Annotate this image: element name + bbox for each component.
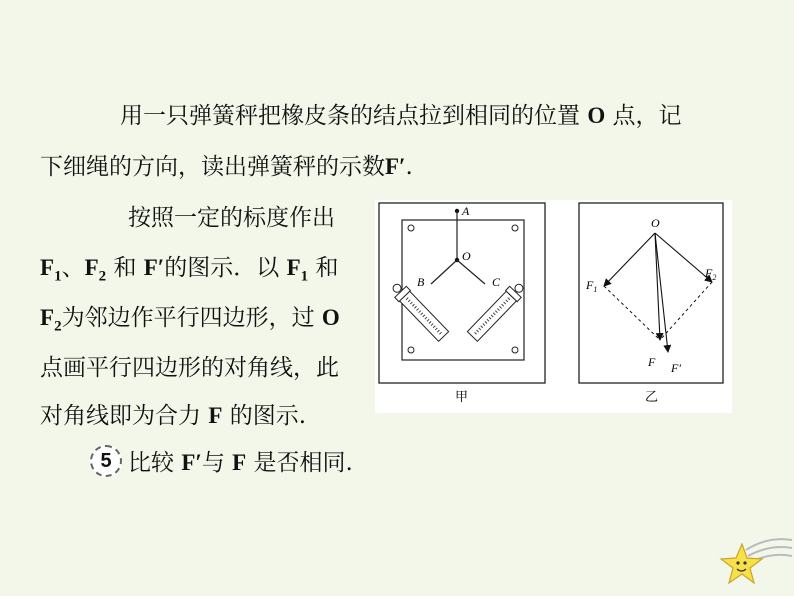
step5-text [128,448,353,478]
force-f: F [208,403,223,428]
label-f2: $F_2$ [705,266,717,282]
spring-scale-b [389,280,450,342]
label-o: O [462,249,471,263]
label-f1: $F_1$ [586,278,598,294]
force-f1: F [40,255,55,280]
label-o: O [651,216,660,230]
sub: 2 [54,318,62,335]
force-f: F [232,450,247,475]
string-b [431,260,457,284]
force-f2: F [40,305,55,330]
force-f1: F [286,255,301,280]
pin-br [512,347,518,353]
text: 的图示．以 [164,255,280,281]
caption-yi: 乙 [645,389,659,404]
pin-bl [408,347,414,353]
text: 和 [113,255,137,281]
para2-line4: 点画平行四边形的对角线，此 [40,355,339,381]
label-f: F [648,355,656,369]
force-fprime: F′ [181,450,202,475]
text: 是否相同. [253,450,353,476]
vector-f [655,233,660,340]
star-icon [716,530,794,596]
step-number-badge: 5 [90,445,122,477]
text: 点，记 [612,103,682,129]
para2-line3 [40,303,340,342]
text: 与 [201,450,225,476]
text: 、 [61,255,85,281]
force-fprime: F′ [143,255,165,280]
sub: 1 [300,268,309,285]
vector-f2 [655,233,712,282]
point-o: O [587,103,606,128]
dashed-side-1 [604,286,660,340]
string-c [457,260,485,284]
text: 比较 [128,450,174,476]
para1-line2 [40,152,413,182]
text: 下细绳的方向，读出弹簧秤的示数 [40,154,385,180]
panel-jia [379,203,545,404]
panel-yi [579,203,723,404]
para2-line5 [40,401,306,431]
text: 和 [315,255,339,281]
para2-line2 [40,253,338,292]
text: . [405,154,413,180]
figure-svg [375,200,732,413]
vector-fprime [655,233,668,352]
dashed-side-2 [660,282,712,340]
label-b: B [417,275,425,289]
para1-line1 [120,101,682,131]
point-o: O [321,305,340,330]
pin-tl [408,225,414,231]
label-fprime: F′ [671,361,681,375]
sub: 1 [54,268,62,285]
experiment-figure [375,200,732,413]
text: 对角线即为合力 [40,403,201,429]
sub: 2 [98,268,107,285]
text: 用一只弹簧秤把橡皮条的结点拉到相同的位置 [120,103,580,129]
caption-jia: 甲 [455,389,469,404]
text: 为邻边作平行四边形，过 [61,305,315,331]
force-fprime: F′ [385,154,406,179]
pin-tr [512,225,518,231]
spring-scale-c [467,280,528,342]
vector-f1 [604,233,655,286]
text: 的图示. [229,403,306,429]
label-c: C [492,275,501,289]
force-f2: F [84,255,99,280]
label-a: A [462,204,470,218]
para2-line1: 按照一定的标度作出 [128,205,335,231]
